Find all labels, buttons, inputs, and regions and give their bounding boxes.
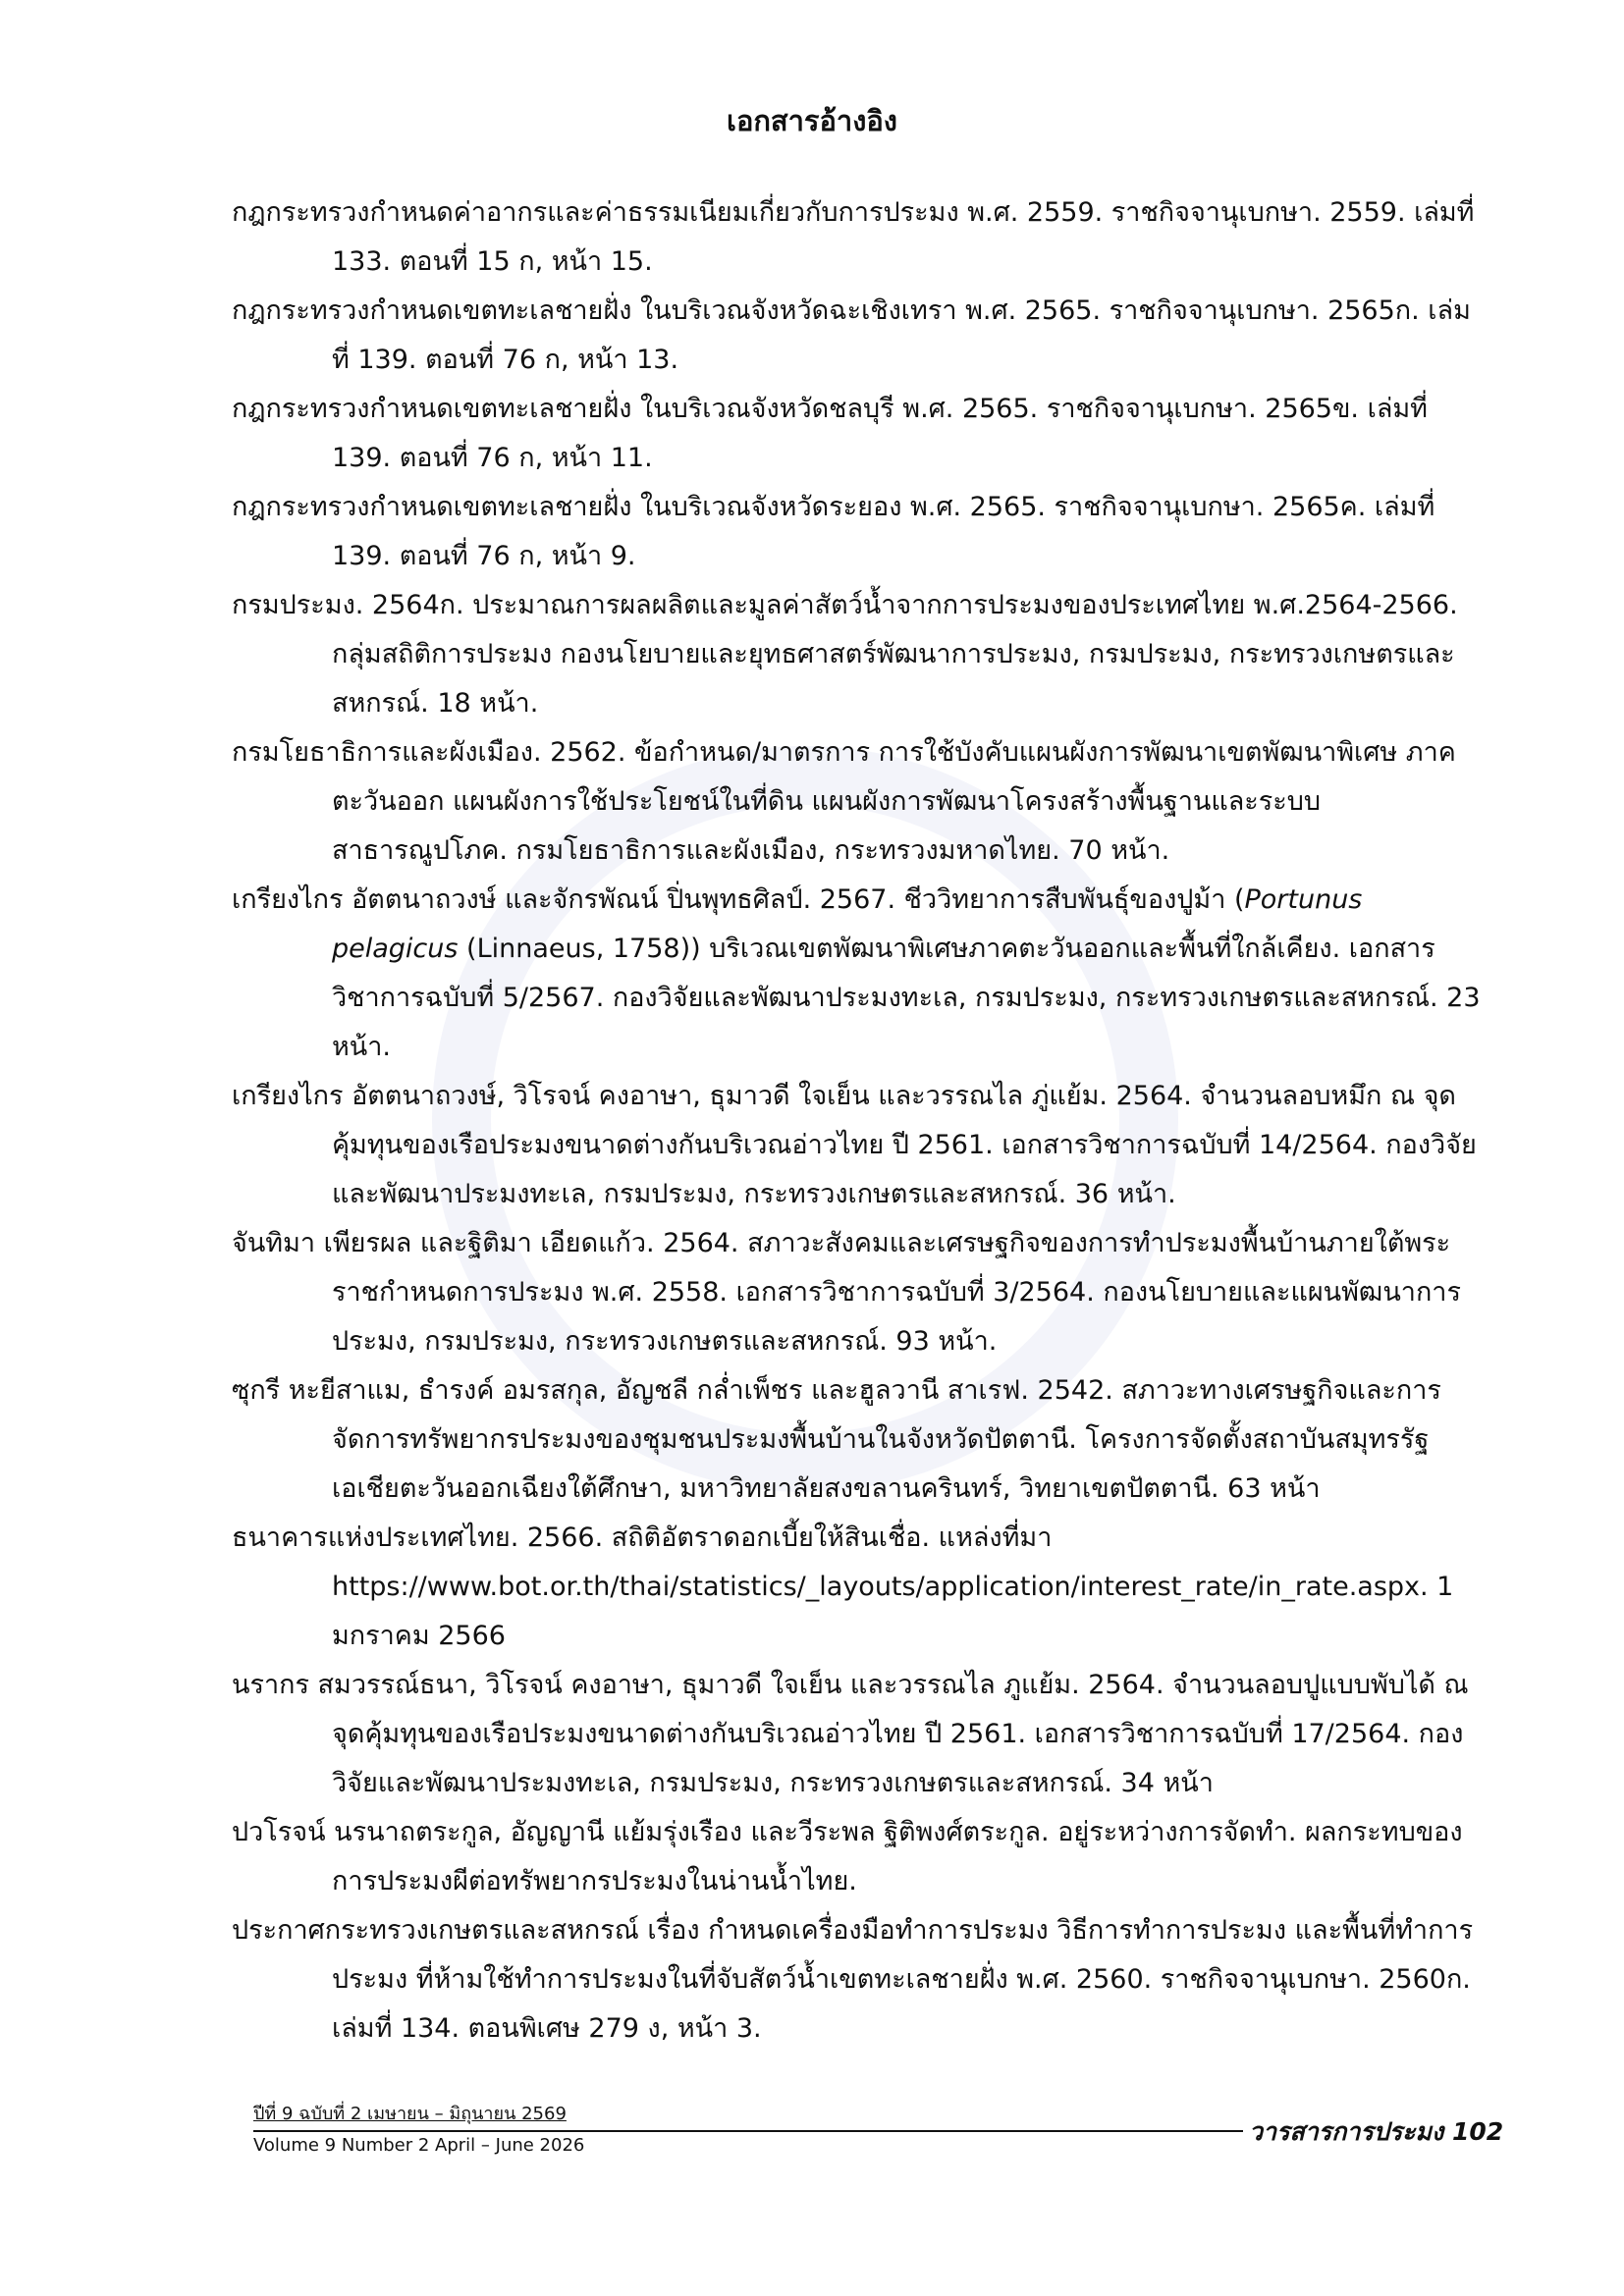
reference-item: ประกาศกระทรวงเกษตรและสหกรณ์ เรื่อง กำหนดเครื่องมือทำการประมง วิธีการทำการประมง และพื้นที่ทำการประมง ที่ห้ามใช้ทำการประมงในที่จับสัตว์น้ำเขตทะเลชายฝั่ง พ.ศ. 2560. ราชกิจจานุเบกษา. 2560ก. เล่มที่ 134. ตอนพิเศษ 279 ง, หน้า 3. xyxy=(232,1915,1474,2044)
footer-rule xyxy=(253,2130,1243,2132)
reference-item: เกรียงไกร อัตตนาถวงษ์, วิโรจน์ คงอาษา, ธุมาวดี ใจเย็น และวรรณไล ภู่แย้ม. 2564. จำนวนลอบหมึก ณ จุดคุ้มทุนของเรือประมงขนาดต่างกันบริเวณอ่าวไทย ปี 2561. เอกสารวิชาการฉบับที่ 14/2564. กองวิจัยและพัฒนาประมงทะเล, กรมประมง, กระทรวงเกษตรและสหกรณ์. 36 หน้า. xyxy=(232,1081,1477,1209)
reference-item: กฎกระทรวงกำหนดค่าอากรและค่าธรรมเนียมเกี่ยวกับการประมง พ.ศ. 2559. ราชกิจจานุเบกษา. 2559. เล่มที่ 133. ตอนที่ 15 ก, หน้า 15. xyxy=(232,197,1475,277)
footer-journal-page: วารสารการประมง 102 xyxy=(1249,2117,1504,2146)
footer-issue-thai: ปีที่ 9 ฉบับที่ 2 เมษายน – มิถุนายน 2569 xyxy=(253,2104,567,2124)
footer-issue xyxy=(253,2099,584,2156)
reference-item: ซุกรี หะยีสาแม, ธำรงค์ อมรสกุล, อัญชลี กล่ำเพ็ชร และฮูลวานี สาเรฟ. 2542. สภาวะทางเศรษฐกิจและการจัดการทรัพยากรประมงของชุมชนประมงพื้นบ้านในจังหวัดปัตตานี. โครงการจัดตั้งสถาบันสมุทรรัฐเอเชียตะวันออกเฉียงใต้ศึกษา, มหาวิทยาลัยสงขลานครินทร์, วิทยาเขตปัตตานี. 63 หน้า xyxy=(232,1375,1441,1504)
page-title: เอกสารอ้างอิง xyxy=(727,104,897,137)
reference-text: (Linnaeus, 1758)) บริเวณเขตพัฒนาพิเศษภาคตะวันออกและพื้นที่ใกล้เคียง. เอกสารวิชาการฉบับที่ 5/2567. กองวิจัยและพัฒนาประมงทะเล, กรมประมง, กระทรวงเกษตรและสหกรณ์. 23 หน้า. xyxy=(332,934,1481,1062)
reference-item: กรมโยธาธิการและผังเมือง. 2562. ข้อกำหนด/มาตรการ การใช้บังคับแผนผังการพัฒนาเขตพัฒนาพิเศษ ภาคตะวันออก แผนผังการใช้ประโยชน์ในที่ดิน แผนผังการพัฒนาโครงสร้างพื้นฐานและระบบสาธารณูปโภค. กรมโยธาธิการและผังเมือง, กระทรวงมหาดไทย. 70 หน้า. xyxy=(232,737,1456,866)
reference-item: กฎกระทรวงกำหนดเขตทะเลชายฝั่ง ในบริเวณจังหวัดระยอง พ.ศ. 2565. ราชกิจจานุเบกษา. 2565ค. เล่มที่ 139. ตอนที่ 76 ก, หน้า 9. xyxy=(232,492,1435,571)
reference-item: ปวโรจน์ นรนาถตระกูล, อัญญานี แย้มรุ่งเรือง และวีระพล ฐิติพงศ์ตระกูล. อยู่ระหว่างการจัดทำ. ผลกระทบของการประมงผีต่อทรัพยากรประมงในน่านน้ำไทย. xyxy=(232,1817,1463,1896)
reference-item: กฎกระทรวงกำหนดเขตทะเลชายฝั่ง ในบริเวณจังหวัดฉะเชิงเทรา พ.ศ. 2565. ราชกิจจานุเบกษา. 2565ก. เล่มที่ 139. ตอนที่ 76 ก, หน้า 13. xyxy=(232,295,1471,375)
reference-item: กฎกระทรวงกำหนดเขตทะเลชายฝั่ง ในบริเวณจังหวัดชลบุรี พ.ศ. 2565. ราชกิจจานุเบกษา. 2565ข. เล่มที่ 139. ตอนที่ 76 ก, หน้า 11. xyxy=(232,394,1428,473)
reference-item: นรากร สมวรรณ์ธนา, วิโรจน์ คงอาษา, ธุมาวดี ใจเย็น และวรรณไล ภูแย้ม. 2564. จำนวนลอบปูแบบพับได้ ณ จุดคุ้มทุนของเรือประมงขนาดต่างกันบริเวณอ่าวไทย ปี 2561. เอกสารวิชาการฉบับที่ 17/2564. กองวิจัยและพัฒนาประมงทะเล, กรมประมง, กระทรวงเกษตรและสหกรณ์. 34 หน้า xyxy=(232,1670,1469,1798)
reference-item: จันทิมา เพียรผล และฐิติมา เอียดแก้ว. 2564. สภาวะสังคมและเศรษฐกิจของการทำประมงพื้นบ้านภายใต้พระราชกำหนดการประมง พ.ศ. 2558. เอกสารวิชาการฉบับที่ 3/2564. กองนโยบายและแผนพัฒนาการประมง, กรมประมง, กระทรวงเกษตรและสหกรณ์. 93 หน้า. xyxy=(232,1228,1461,1357)
reference-list xyxy=(232,188,1483,2054)
reference-item: ธนาคารแห่งประเทศไทย. 2566. สถิติอัตราดอกเบี้ยให้สินเชื่อ. แหล่งที่มา https://www.bot.or.th/thai/statistics/_layouts/application/interest_rate/in_rate.aspx. 1 มกราคม 2566 xyxy=(232,1522,1454,1651)
reference-item: กรมประมง. 2564ก. ประมาณการผลผลิตและมูลค่าสัตว์น้ำจากการประมงของประเทศไทย พ.ศ.2564-2566. กลุ่มสถิติการประมง กองนโยบายและยุทธศาสตร์พัฒนาการประมง, กรมประมง, กระทรวงเกษตรและสหกรณ์. 18 หน้า. xyxy=(232,590,1458,719)
species-name: Portunus pelagicus xyxy=(332,884,1363,964)
reference-text: เกรียงไกร อัตตนาถวงษ์ และจักรพัณน์ ปิ่นพุทธศิลป์. 2567. ชีววิทยาการสืบพันธุ์ของปูม้า ( xyxy=(232,884,1245,915)
footer-issue-english: Volume 9 Number 2 April – June 2026 xyxy=(253,2135,585,2156)
reference-item xyxy=(232,876,1483,1072)
